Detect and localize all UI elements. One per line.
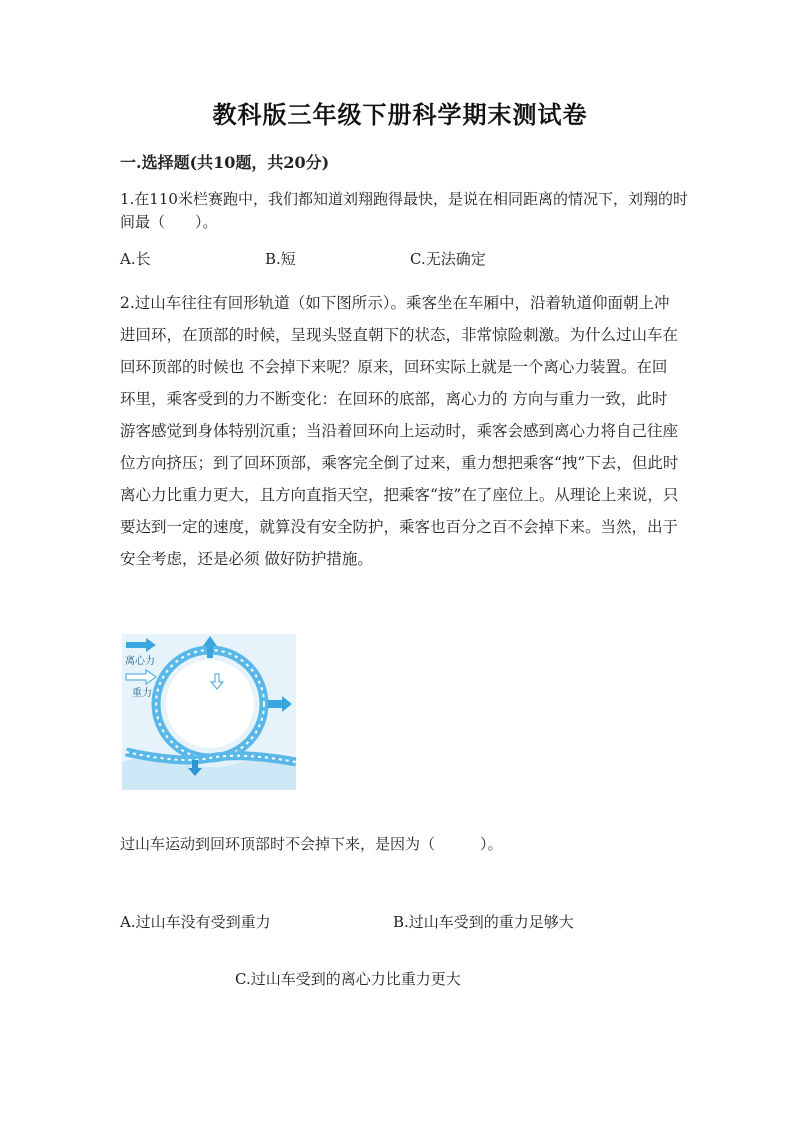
option-a[interactable]: A.长 [120, 250, 151, 268]
question-1-options [120, 248, 720, 272]
option-b[interactable]: B.短 [265, 250, 296, 268]
legend-centrifugal-label: 离心力 [125, 656, 155, 667]
question-2-subquestion: 过山车运动到回环顶部时不会掉下来，是因为（ ）。 [120, 835, 503, 853]
page-title: 教科版三年级下册科学期末测试卷 [212, 100, 588, 129]
roller-coaster-loop-figure [122, 634, 296, 790]
option-c[interactable]: C.无法确定 [410, 250, 486, 268]
question-1-stem: 1.在110米栏赛跑中，我们都知道刘翔跑得最快，是说在相同距离的情况下，刘翔的时间最（ ）。 [120, 190, 688, 231]
section-heading: 一.选择题(共10题，共20分) [120, 153, 330, 172]
question-2-option-b[interactable]: B.过山车受到的重力足够大 [393, 913, 574, 931]
question-2-option-c[interactable]: C.过山车受到的离心力比重力更大 [235, 970, 461, 988]
question-2-option-a[interactable]: A.过山车没有受到重力 [120, 913, 271, 931]
legend-gravity-label: 重力 [132, 688, 152, 699]
question-2-stem: 2.过山车往往有回形轨道（如下图所示）。乘客坐在车厢中，沿着轨道仰面朝上冲进回环，在顶部的时候，呈现头竖直朝下的状态，非常惊险刺激。为什么过山车在回环顶部的时候也 不会掉下来呢？原来，回环实际上就是一个离心力装置。在回环里，乘客受到的力不断变化：在回环的底部，离心力的 方向与重力一致，此时游客感觉到身体特别沉重；当沿着回环向上运动时，乘客会感到离心力将自己往座位方向挤压；到了回环顶部，乘客完全倒了过来，重力想把乘客“拽”下去，但此时离心力比重力更大，且方向直指天空，把乘客“按”在了座位上。从理论上来说，只要达到一定的速度，就算没有安全防护，乘客也百分之百不会掉下来。当然，出于安全考虑，还是必须 做好防护措施。 [120, 294, 679, 568]
